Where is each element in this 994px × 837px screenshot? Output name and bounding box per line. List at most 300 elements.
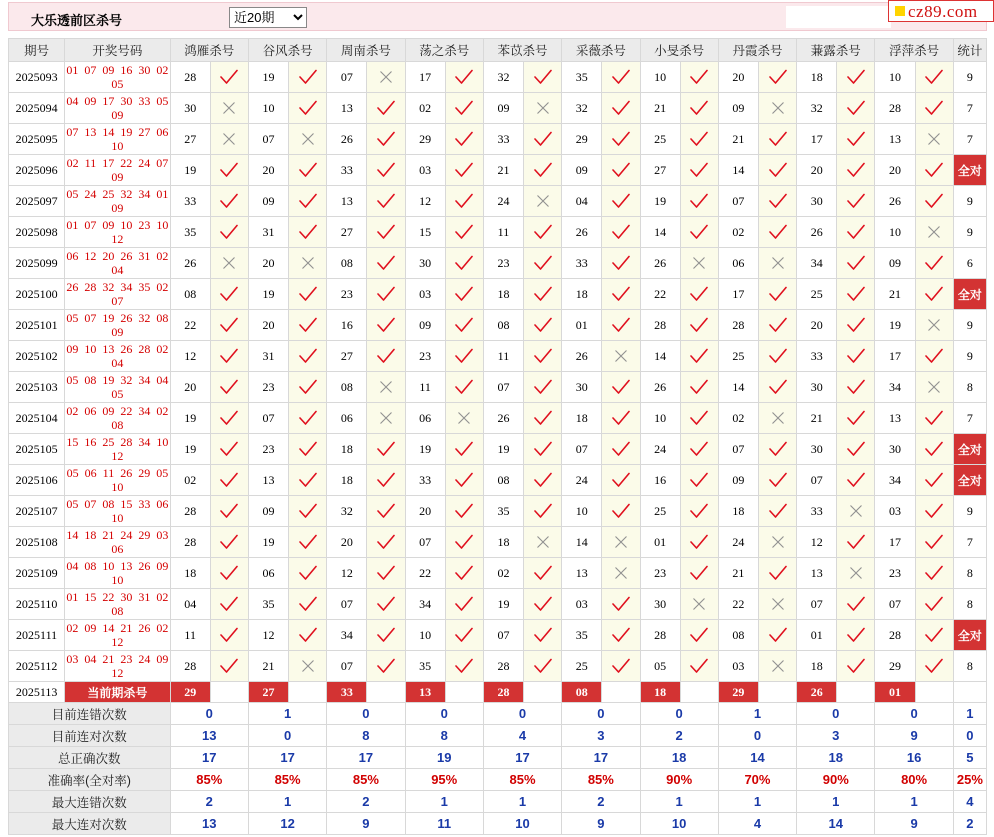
hit-count-cell: 全对 bbox=[953, 620, 986, 651]
table-row bbox=[9, 372, 987, 403]
issue-cell: 2025093 bbox=[9, 62, 65, 93]
column-header: 蒹露杀号 bbox=[797, 39, 875, 62]
check-icon bbox=[925, 193, 943, 209]
issue-cell: 2025106 bbox=[9, 465, 65, 496]
stat-label: 准确率(全对率) bbox=[9, 769, 171, 791]
cross-icon bbox=[927, 380, 941, 394]
check-icon bbox=[690, 565, 708, 581]
issue-cell: 2025107 bbox=[9, 496, 65, 527]
stats-row bbox=[9, 769, 987, 791]
kill-number-cell: 21 bbox=[797, 403, 837, 434]
cross-icon bbox=[771, 659, 785, 673]
miss-mark-cell bbox=[524, 527, 562, 558]
hit-mark-cell bbox=[445, 558, 483, 589]
table-row bbox=[9, 465, 987, 496]
check-icon bbox=[769, 441, 787, 457]
hit-mark-cell bbox=[367, 589, 405, 620]
miss-mark-cell bbox=[758, 403, 796, 434]
check-icon bbox=[925, 162, 943, 178]
check-icon bbox=[455, 286, 473, 302]
hit-mark-cell bbox=[758, 341, 796, 372]
hit-mark-cell bbox=[915, 465, 953, 496]
check-icon bbox=[534, 410, 552, 426]
kill-number-cell: 14 bbox=[640, 217, 680, 248]
check-icon bbox=[455, 100, 473, 116]
kill-number-cell: 18 bbox=[797, 62, 837, 93]
cross-icon bbox=[536, 194, 550, 208]
kill-number-cell: 29 bbox=[405, 124, 445, 155]
check-icon bbox=[377, 193, 395, 209]
check-icon bbox=[847, 379, 865, 395]
kill-number-cell: 19 bbox=[483, 434, 523, 465]
stat-value: 10 bbox=[640, 813, 718, 835]
kill-number-cell: 19 bbox=[483, 589, 523, 620]
brand-logo[interactable] bbox=[888, 0, 994, 22]
hit-mark-cell bbox=[758, 186, 796, 217]
kill-number-cell: 12 bbox=[327, 558, 367, 589]
kill-number-cell: 23 bbox=[327, 279, 367, 310]
miss-mark-cell bbox=[210, 93, 248, 124]
kill-number-cell: 11 bbox=[405, 372, 445, 403]
kill-number-cell: 30 bbox=[797, 186, 837, 217]
hit-mark-cell bbox=[445, 155, 483, 186]
hit-mark-cell bbox=[758, 62, 796, 93]
hit-count-cell: 8 bbox=[953, 651, 986, 682]
check-icon bbox=[377, 658, 395, 674]
kill-number-cell: 02 bbox=[170, 465, 210, 496]
check-icon bbox=[377, 441, 395, 457]
stat-value: 0 bbox=[953, 725, 986, 747]
hit-mark-cell bbox=[210, 434, 248, 465]
kill-number-cell: 18 bbox=[718, 496, 758, 527]
blank-cell bbox=[367, 682, 405, 703]
column-header: 统计 bbox=[953, 39, 986, 62]
kill-number-cell: 12 bbox=[170, 341, 210, 372]
kill-number-cell: 18 bbox=[170, 558, 210, 589]
issue-cell: 2025100 bbox=[9, 279, 65, 310]
draw-numbers-cell: 14 18 21 24 29 03 06 bbox=[66, 528, 169, 556]
kill-number-cell: 09 bbox=[483, 93, 523, 124]
check-icon bbox=[377, 565, 395, 581]
current-issue-row bbox=[9, 682, 987, 703]
check-icon bbox=[690, 162, 708, 178]
cross-icon bbox=[614, 566, 628, 580]
check-icon bbox=[925, 503, 943, 519]
check-icon bbox=[690, 627, 708, 643]
kill-number-cell: 28 bbox=[483, 651, 523, 682]
stat-value: 19 bbox=[405, 747, 483, 769]
hit-mark-cell bbox=[837, 527, 875, 558]
kill-number-cell: 32 bbox=[562, 93, 602, 124]
check-icon bbox=[299, 348, 317, 364]
kill-number-cell: 26 bbox=[170, 248, 210, 279]
issue-cell: 2025109 bbox=[9, 558, 65, 589]
miss-mark-cell bbox=[758, 93, 796, 124]
stats-row bbox=[9, 813, 987, 835]
stat-value: 4 bbox=[718, 813, 796, 835]
kill-number-cell: 09 bbox=[562, 155, 602, 186]
miss-mark-cell bbox=[524, 93, 562, 124]
cross-icon bbox=[927, 318, 941, 332]
hit-mark-cell bbox=[289, 527, 327, 558]
cross-icon bbox=[771, 411, 785, 425]
kill-number-cell: 07 bbox=[718, 434, 758, 465]
issue-cell: 2025097 bbox=[9, 186, 65, 217]
stat-label: 最大连错次数 bbox=[9, 791, 171, 813]
stat-value: 17 bbox=[248, 747, 326, 769]
hit-count-cell: 8 bbox=[953, 372, 986, 403]
check-icon bbox=[534, 503, 552, 519]
hit-mark-cell bbox=[602, 651, 640, 682]
current-kill-number: 13 bbox=[405, 682, 445, 703]
kill-number-cell: 04 bbox=[170, 589, 210, 620]
check-icon bbox=[299, 565, 317, 581]
hit-mark-cell bbox=[445, 62, 483, 93]
hit-count-cell: 7 bbox=[953, 93, 986, 124]
miss-mark-cell bbox=[758, 651, 796, 682]
hit-mark-cell bbox=[367, 155, 405, 186]
check-icon bbox=[534, 348, 552, 364]
hit-mark-cell bbox=[837, 279, 875, 310]
kill-number-cell: 35 bbox=[405, 651, 445, 682]
check-icon bbox=[455, 255, 473, 271]
check-icon bbox=[534, 441, 552, 457]
check-icon bbox=[612, 441, 630, 457]
hit-mark-cell bbox=[445, 434, 483, 465]
check-icon bbox=[220, 69, 238, 85]
table-row bbox=[9, 248, 987, 279]
stat-value: 90% bbox=[640, 769, 718, 791]
kill-number-cell: 18 bbox=[562, 403, 602, 434]
check-icon bbox=[847, 224, 865, 240]
column-header: 周南杀号 bbox=[327, 39, 405, 62]
draw-numbers-cell: 01 07 09 10 23 10 12 bbox=[66, 218, 169, 246]
cross-icon bbox=[849, 504, 863, 518]
check-icon bbox=[769, 472, 787, 488]
hit-mark-cell bbox=[289, 589, 327, 620]
check-icon bbox=[925, 472, 943, 488]
check-icon bbox=[377, 131, 395, 147]
check-icon bbox=[455, 162, 473, 178]
kill-number-cell: 11 bbox=[170, 620, 210, 651]
cross-icon bbox=[222, 256, 236, 270]
cross-icon bbox=[301, 256, 315, 270]
kill-number-cell: 23 bbox=[640, 558, 680, 589]
issue-cell: 2025099 bbox=[9, 248, 65, 279]
hit-count-cell: 9 bbox=[953, 62, 986, 93]
kill-number-cell: 01 bbox=[797, 620, 837, 651]
stat-value: 8 bbox=[405, 725, 483, 747]
check-icon bbox=[299, 224, 317, 240]
kill-number-cell: 09 bbox=[875, 248, 915, 279]
draw-numbers-cell: 15 16 25 28 34 10 12 bbox=[66, 435, 169, 463]
hit-count-cell: 全对 bbox=[953, 434, 986, 465]
check-icon bbox=[377, 534, 395, 550]
kill-number-cell: 26 bbox=[640, 248, 680, 279]
cross-icon bbox=[379, 70, 393, 84]
cross-icon bbox=[614, 535, 628, 549]
check-icon bbox=[847, 658, 865, 674]
hit-mark-cell bbox=[445, 310, 483, 341]
hit-count-cell: 全对 bbox=[953, 279, 986, 310]
miss-mark-cell bbox=[367, 62, 405, 93]
hit-mark-cell bbox=[524, 434, 562, 465]
hit-mark-cell bbox=[445, 651, 483, 682]
check-icon bbox=[220, 410, 238, 426]
kill-number-cell: 21 bbox=[875, 279, 915, 310]
hit-mark-cell bbox=[289, 620, 327, 651]
kill-number-cell: 26 bbox=[483, 403, 523, 434]
hit-mark-cell bbox=[758, 434, 796, 465]
current-issue-cell: 2025113 bbox=[9, 682, 65, 703]
hit-mark-cell bbox=[837, 589, 875, 620]
stat-label: 最大连对次数 bbox=[9, 813, 171, 835]
kill-number-cell: 05 bbox=[640, 651, 680, 682]
kill-number-cell: 11 bbox=[483, 217, 523, 248]
kill-number-cell: 07 bbox=[562, 434, 602, 465]
miss-mark-cell bbox=[758, 527, 796, 558]
blank-cell bbox=[445, 682, 483, 703]
draw-numbers-cell: 01 07 09 16 30 02 05 bbox=[66, 63, 169, 91]
hit-mark-cell bbox=[524, 217, 562, 248]
hit-mark-cell bbox=[602, 93, 640, 124]
table-row bbox=[9, 186, 987, 217]
kill-number-cell: 35 bbox=[562, 62, 602, 93]
kill-number-cell: 32 bbox=[797, 93, 837, 124]
hit-mark-cell bbox=[915, 651, 953, 682]
kill-number-cell: 02 bbox=[718, 403, 758, 434]
kill-number-cell: 17 bbox=[797, 124, 837, 155]
stat-value: 0 bbox=[875, 703, 953, 725]
cross-icon bbox=[222, 101, 236, 115]
check-icon bbox=[299, 379, 317, 395]
kill-number-cell: 18 bbox=[327, 434, 367, 465]
kill-number-cell: 18 bbox=[327, 465, 367, 496]
kill-number-cell: 07 bbox=[875, 589, 915, 620]
check-icon bbox=[220, 286, 238, 302]
hit-mark-cell bbox=[758, 558, 796, 589]
kill-number-cell: 10 bbox=[248, 93, 288, 124]
hit-mark-cell bbox=[915, 93, 953, 124]
hit-mark-cell bbox=[445, 465, 483, 496]
kill-number-cell: 23 bbox=[875, 558, 915, 589]
hit-mark-cell bbox=[680, 124, 718, 155]
check-icon bbox=[299, 596, 317, 612]
hit-mark-cell bbox=[680, 93, 718, 124]
stat-value: 14 bbox=[718, 747, 796, 769]
hit-mark-cell bbox=[837, 651, 875, 682]
check-icon bbox=[847, 255, 865, 271]
kill-number-cell: 08 bbox=[483, 310, 523, 341]
check-icon bbox=[299, 441, 317, 457]
table-row bbox=[9, 279, 987, 310]
hit-mark-cell bbox=[367, 186, 405, 217]
stat-value: 0 bbox=[718, 725, 796, 747]
hit-mark-cell bbox=[210, 496, 248, 527]
hit-mark-cell bbox=[524, 62, 562, 93]
hit-count-cell: 9 bbox=[953, 496, 986, 527]
kill-number-cell: 32 bbox=[327, 496, 367, 527]
check-icon bbox=[377, 596, 395, 612]
hit-mark-cell bbox=[524, 496, 562, 527]
check-icon bbox=[299, 410, 317, 426]
table-row bbox=[9, 155, 987, 186]
kill-number-cell: 20 bbox=[718, 62, 758, 93]
kill-number-cell: 10 bbox=[640, 403, 680, 434]
check-icon bbox=[612, 658, 630, 674]
hit-mark-cell bbox=[680, 279, 718, 310]
hit-mark-cell bbox=[758, 372, 796, 403]
kill-number-cell: 32 bbox=[483, 62, 523, 93]
check-icon bbox=[455, 224, 473, 240]
draw-numbers-cell: 05 24 25 32 34 01 09 bbox=[66, 187, 169, 215]
kill-number-cell: 14 bbox=[562, 527, 602, 558]
stat-value: 1 bbox=[248, 791, 326, 813]
hit-mark-cell bbox=[602, 62, 640, 93]
draw-numbers-cell: 04 08 10 13 26 09 10 bbox=[66, 559, 169, 587]
kill-number-cell: 09 bbox=[248, 186, 288, 217]
check-icon bbox=[925, 348, 943, 364]
kill-number-cell: 23 bbox=[483, 248, 523, 279]
blank-cell bbox=[289, 682, 327, 703]
stat-value: 1 bbox=[875, 791, 953, 813]
kill-number-cell: 07 bbox=[327, 62, 367, 93]
kill-number-cell: 08 bbox=[718, 620, 758, 651]
kill-number-cell: 04 bbox=[562, 186, 602, 217]
check-icon bbox=[220, 503, 238, 519]
stat-value: 16 bbox=[875, 747, 953, 769]
check-icon bbox=[377, 503, 395, 519]
check-icon bbox=[925, 286, 943, 302]
kill-number-cell: 10 bbox=[875, 62, 915, 93]
kill-number-cell: 19 bbox=[170, 403, 210, 434]
hit-mark-cell bbox=[837, 620, 875, 651]
stat-value: 1 bbox=[248, 703, 326, 725]
table-row bbox=[9, 434, 987, 465]
check-icon bbox=[769, 503, 787, 519]
kill-number-cell: 29 bbox=[875, 651, 915, 682]
kill-number-cell: 17 bbox=[875, 527, 915, 558]
stat-value: 13 bbox=[170, 725, 248, 747]
stat-value: 85% bbox=[562, 769, 640, 791]
stat-value: 1 bbox=[483, 791, 561, 813]
miss-mark-cell bbox=[445, 403, 483, 434]
kill-number-cell: 10 bbox=[562, 496, 602, 527]
cross-icon bbox=[927, 132, 941, 146]
kill-number-cell: 23 bbox=[405, 341, 445, 372]
cross-icon bbox=[536, 535, 550, 549]
column-header: 荡之杀号 bbox=[405, 39, 483, 62]
kill-number-cell: 21 bbox=[248, 651, 288, 682]
kill-number-cell: 16 bbox=[640, 465, 680, 496]
table-row bbox=[9, 403, 987, 434]
hit-mark-cell bbox=[837, 372, 875, 403]
kill-number-cell: 17 bbox=[405, 62, 445, 93]
hit-mark-cell bbox=[210, 403, 248, 434]
hit-mark-cell bbox=[915, 434, 953, 465]
check-icon bbox=[377, 255, 395, 271]
kill-number-cell: 19 bbox=[170, 155, 210, 186]
issue-cell: 2025094 bbox=[9, 93, 65, 124]
check-icon bbox=[925, 565, 943, 581]
miss-mark-cell bbox=[915, 217, 953, 248]
check-icon bbox=[455, 348, 473, 364]
stat-value: 95% bbox=[405, 769, 483, 791]
stat-value: 13 bbox=[170, 813, 248, 835]
hit-mark-cell bbox=[367, 558, 405, 589]
stat-value: 0 bbox=[640, 703, 718, 725]
hit-count-cell: 6 bbox=[953, 248, 986, 279]
table-row bbox=[9, 341, 987, 372]
check-icon bbox=[377, 317, 395, 333]
hit-mark-cell bbox=[915, 248, 953, 279]
kill-number-cell: 18 bbox=[797, 651, 837, 682]
stat-value: 90% bbox=[797, 769, 875, 791]
kill-number-cell: 06 bbox=[405, 403, 445, 434]
hit-mark-cell bbox=[367, 434, 405, 465]
stat-value: 1 bbox=[953, 703, 986, 725]
kill-number-cell: 31 bbox=[248, 217, 288, 248]
hit-mark-cell bbox=[758, 310, 796, 341]
hit-mark-cell bbox=[837, 434, 875, 465]
check-icon bbox=[612, 503, 630, 519]
kill-number-cell: 20 bbox=[875, 155, 915, 186]
check-icon bbox=[455, 627, 473, 643]
check-icon bbox=[534, 627, 552, 643]
check-icon bbox=[769, 627, 787, 643]
hit-mark-cell bbox=[602, 589, 640, 620]
kill-number-cell: 35 bbox=[562, 620, 602, 651]
check-icon bbox=[612, 472, 630, 488]
hit-mark-cell bbox=[524, 620, 562, 651]
kill-number-cell: 12 bbox=[797, 527, 837, 558]
check-icon bbox=[299, 627, 317, 643]
hit-mark-cell bbox=[210, 155, 248, 186]
hit-mark-cell bbox=[758, 620, 796, 651]
stats-row bbox=[9, 791, 987, 813]
check-icon bbox=[925, 69, 943, 85]
stat-value: 17 bbox=[327, 747, 405, 769]
hit-mark-cell bbox=[445, 248, 483, 279]
kill-number-cell: 35 bbox=[483, 496, 523, 527]
draw-numbers-cell: 05 06 11 26 29 05 10 bbox=[66, 466, 169, 494]
miss-mark-cell bbox=[289, 248, 327, 279]
kill-number-cell: 20 bbox=[248, 155, 288, 186]
kill-number-cell: 28 bbox=[170, 527, 210, 558]
kill-number-cell: 20 bbox=[405, 496, 445, 527]
period-select[interactable] bbox=[229, 7, 307, 28]
check-icon bbox=[925, 100, 943, 116]
hit-count-cell: 9 bbox=[953, 341, 986, 372]
kill-number-cell: 30 bbox=[405, 248, 445, 279]
check-icon bbox=[220, 472, 238, 488]
column-header: 采薇杀号 bbox=[562, 39, 640, 62]
hit-mark-cell bbox=[758, 155, 796, 186]
check-icon bbox=[690, 472, 708, 488]
kill-number-cell: 13 bbox=[562, 558, 602, 589]
hit-mark-cell bbox=[837, 93, 875, 124]
stat-value: 4 bbox=[483, 725, 561, 747]
check-icon bbox=[377, 627, 395, 643]
kill-number-cell: 03 bbox=[405, 155, 445, 186]
hit-mark-cell bbox=[680, 434, 718, 465]
check-icon bbox=[534, 596, 552, 612]
hit-mark-cell bbox=[837, 403, 875, 434]
stat-value: 2 bbox=[562, 791, 640, 813]
kill-number-cell: 06 bbox=[718, 248, 758, 279]
issue-cell: 2025098 bbox=[9, 217, 65, 248]
miss-mark-cell bbox=[289, 124, 327, 155]
